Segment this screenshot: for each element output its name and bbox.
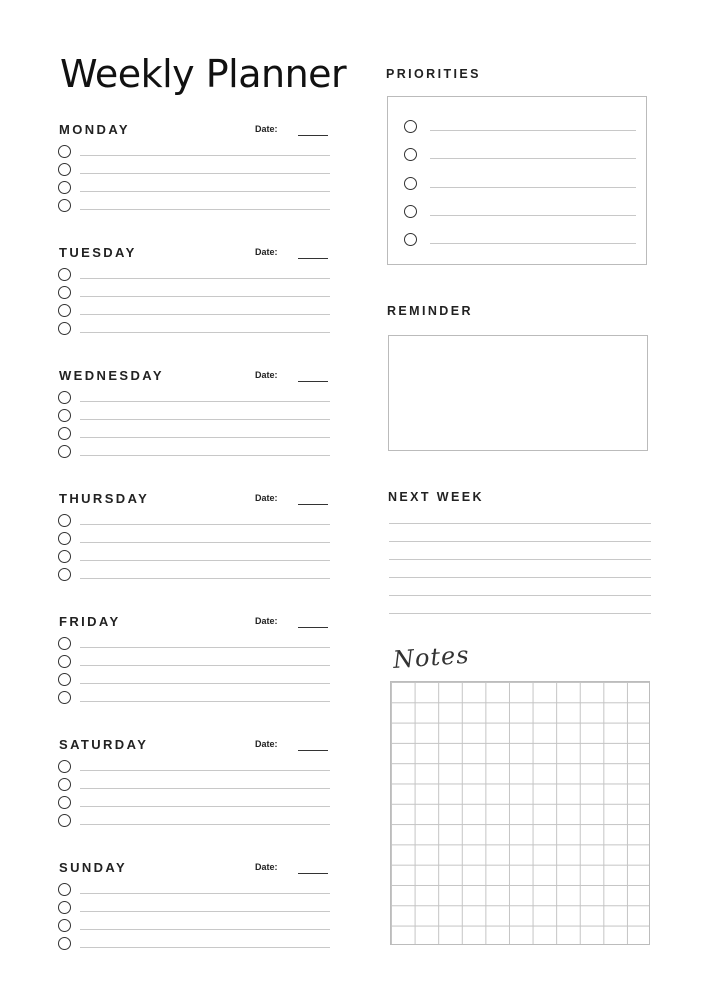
priority-item — [404, 148, 636, 166]
task-line[interactable] — [80, 911, 330, 912]
date-field[interactable] — [298, 750, 328, 751]
priorities-box — [387, 96, 647, 265]
date-field[interactable] — [298, 504, 328, 505]
next-week-line[interactable] — [389, 577, 651, 578]
checkbox[interactable] — [58, 427, 71, 440]
next-week-line[interactable] — [389, 541, 651, 542]
checkbox[interactable] — [58, 286, 71, 299]
task-item — [58, 445, 332, 463]
task-line[interactable] — [80, 701, 330, 702]
date-label: Date: — [255, 739, 278, 749]
task-line[interactable] — [80, 647, 330, 648]
task-line[interactable] — [80, 770, 330, 771]
checkbox[interactable] — [58, 163, 71, 176]
task-item — [58, 391, 332, 409]
task-line[interactable] — [80, 947, 330, 948]
task-item — [58, 268, 332, 286]
task-item — [58, 691, 332, 709]
date-field[interactable] — [298, 135, 328, 136]
task-item — [58, 514, 332, 532]
priority-item — [404, 233, 636, 251]
task-item — [58, 883, 332, 901]
day-name: WEDNESDAY — [59, 368, 164, 383]
task-item — [58, 550, 332, 568]
task-item — [58, 655, 332, 673]
task-line[interactable] — [80, 560, 330, 561]
task-line[interactable] — [80, 437, 330, 438]
date-label: Date: — [255, 862, 278, 872]
task-item — [58, 427, 332, 445]
priority-line[interactable] — [430, 130, 636, 131]
day-block-saturday — [58, 737, 332, 837]
priority-line[interactable] — [430, 158, 636, 159]
task-item — [58, 409, 332, 427]
notes-title: Notes — [392, 640, 471, 674]
day-name: MONDAY — [59, 122, 130, 137]
priority-line[interactable] — [430, 215, 636, 216]
task-line[interactable] — [80, 578, 330, 579]
next-week-line[interactable] — [389, 595, 651, 596]
page-title: Weekly Planner — [60, 52, 347, 96]
task-line[interactable] — [80, 455, 330, 456]
checkbox[interactable] — [58, 778, 71, 791]
checkbox[interactable] — [58, 568, 71, 581]
day-block-friday — [58, 614, 332, 714]
task-line[interactable] — [80, 278, 330, 279]
checkbox[interactable] — [58, 199, 71, 212]
notes-grid[interactable] — [390, 681, 650, 945]
date-label: Date: — [255, 616, 278, 626]
day-name: SATURDAY — [59, 737, 149, 752]
task-item — [58, 199, 332, 217]
task-item — [58, 163, 332, 181]
priority-item — [404, 177, 636, 195]
task-item — [58, 814, 332, 832]
task-item — [58, 181, 332, 199]
next-week-label: NEXT WEEK — [388, 490, 484, 504]
task-line[interactable] — [80, 332, 330, 333]
task-line[interactable] — [80, 191, 330, 192]
checkbox[interactable] — [58, 637, 71, 650]
task-line[interactable] — [80, 806, 330, 807]
task-line[interactable] — [80, 155, 330, 156]
reminder-box[interactable] — [388, 335, 648, 451]
checkbox[interactable] — [58, 391, 71, 404]
checkbox[interactable] — [58, 304, 71, 317]
checkbox[interactable] — [58, 550, 71, 563]
checkbox[interactable] — [58, 814, 71, 827]
checkbox[interactable] — [58, 691, 71, 704]
reminder-label: REMINDER — [387, 304, 473, 318]
task-item — [58, 673, 332, 691]
checkbox[interactable] — [58, 655, 71, 668]
checkbox[interactable] — [58, 760, 71, 773]
checkbox[interactable] — [58, 919, 71, 932]
task-item — [58, 304, 332, 322]
task-item — [58, 901, 332, 919]
task-line[interactable] — [80, 401, 330, 402]
day-name: TUESDAY — [59, 245, 137, 260]
checkbox[interactable] — [58, 673, 71, 686]
priority-item — [404, 205, 636, 223]
task-line[interactable] — [80, 893, 330, 894]
day-block-wednesday — [58, 368, 332, 468]
task-line[interactable] — [80, 419, 330, 420]
priority-line[interactable] — [430, 187, 636, 188]
checkbox[interactable] — [58, 268, 71, 281]
date-label: Date: — [255, 370, 278, 380]
date-label: Date: — [255, 247, 278, 257]
checkbox[interactable] — [58, 181, 71, 194]
task-item — [58, 919, 332, 937]
task-item — [58, 796, 332, 814]
checkbox[interactable] — [58, 514, 71, 527]
checkbox[interactable] — [404, 148, 417, 161]
date-field[interactable] — [298, 873, 328, 874]
checkbox[interactable] — [58, 883, 71, 896]
task-item — [58, 778, 332, 796]
checkbox[interactable] — [58, 532, 71, 545]
task-item — [58, 322, 332, 340]
task-line[interactable] — [80, 173, 330, 174]
checkbox[interactable] — [58, 937, 71, 950]
checkbox[interactable] — [58, 409, 71, 422]
task-line[interactable] — [80, 209, 330, 210]
next-week-line[interactable] — [389, 559, 651, 560]
date-field[interactable] — [298, 627, 328, 628]
day-block-tuesday — [58, 245, 332, 345]
date-field[interactable] — [298, 381, 328, 382]
priority-line[interactable] — [430, 243, 636, 244]
checkbox[interactable] — [404, 205, 417, 218]
task-item — [58, 145, 332, 163]
task-item — [58, 532, 332, 550]
day-block-thursday — [58, 491, 332, 591]
date-label: Date: — [255, 124, 278, 134]
checkbox[interactable] — [404, 233, 417, 246]
next-week-line[interactable] — [389, 523, 651, 524]
next-week-line[interactable] — [389, 613, 651, 614]
date-field[interactable] — [298, 258, 328, 259]
task-line[interactable] — [80, 665, 330, 666]
priority-item — [404, 120, 636, 138]
task-line[interactable] — [80, 824, 330, 825]
task-line[interactable] — [80, 524, 330, 525]
task-item — [58, 760, 332, 778]
checkbox[interactable] — [404, 177, 417, 190]
task-line[interactable] — [80, 314, 330, 315]
day-block-sunday — [58, 860, 332, 960]
checkbox[interactable] — [58, 322, 71, 335]
checkbox[interactable] — [58, 145, 71, 158]
day-block-monday — [58, 122, 332, 222]
task-item — [58, 286, 332, 304]
task-line[interactable] — [80, 788, 330, 789]
date-label: Date: — [255, 493, 278, 503]
checkbox[interactable] — [58, 445, 71, 458]
day-name: FRIDAY — [59, 614, 121, 629]
task-line[interactable] — [80, 542, 330, 543]
task-line[interactable] — [80, 929, 330, 930]
checkbox[interactable] — [404, 120, 417, 133]
checkbox[interactable] — [58, 901, 71, 914]
priorities-label: PRIORITIES — [386, 67, 481, 81]
task-line[interactable] — [80, 296, 330, 297]
task-item — [58, 937, 332, 955]
checkbox[interactable] — [58, 796, 71, 809]
task-line[interactable] — [80, 683, 330, 684]
day-name: SUNDAY — [59, 860, 128, 875]
task-item — [58, 637, 332, 655]
day-name: THURSDAY — [59, 491, 150, 506]
task-item — [58, 568, 332, 586]
